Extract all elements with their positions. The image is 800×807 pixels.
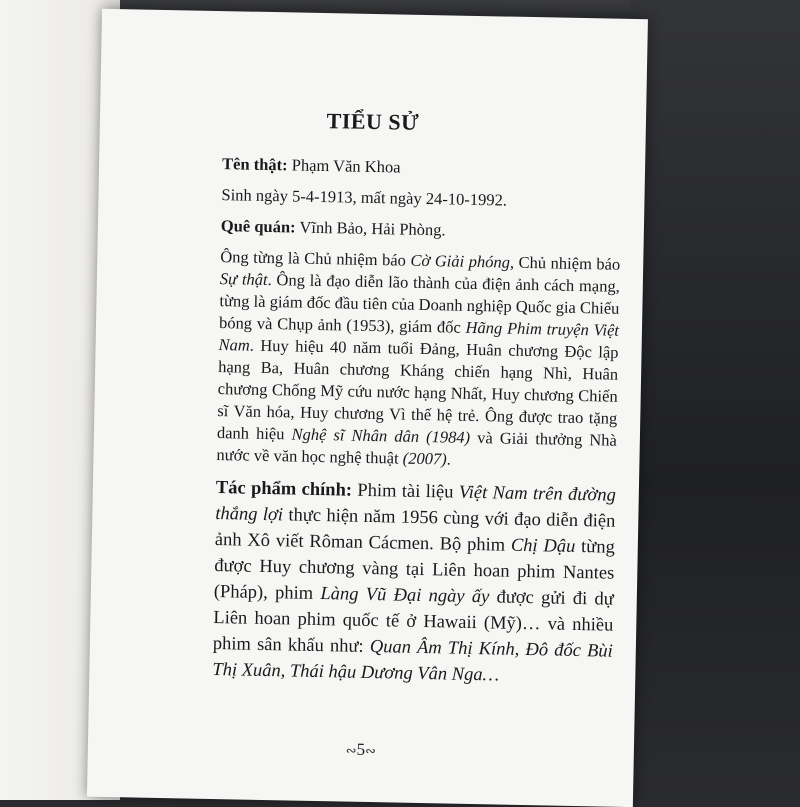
works-italic-1: Việt Nam trên đường thắng lợi bbox=[215, 482, 616, 526]
works-label: Tác phẩm chính: bbox=[215, 478, 353, 501]
hometown-label: Quê quán: bbox=[220, 216, 296, 237]
works-text-2: thực hiện năm 1956 cùng với đạo diễn điện ảnh Xô viết Rôman Cácmen. Bộ phim bbox=[214, 505, 616, 556]
real-name-value: Phạm Văn Khoa bbox=[287, 155, 401, 177]
bio-italic-2: Sự thật bbox=[219, 269, 268, 289]
works-paragraph bbox=[212, 475, 616, 691]
works-text-1: Phim tài liệu bbox=[351, 480, 460, 503]
works-text-4: được gửi đi dự Liên hoan phim quốc tế ở Hawaii (Mỹ)… và nhiều phim sân khấu như: bbox=[212, 587, 614, 658]
ornament-left-icon: ∾ bbox=[345, 742, 357, 758]
hometown-value: Vĩnh Bảo, Hải Phòng. bbox=[295, 217, 446, 240]
bio-text-6: . bbox=[446, 449, 452, 469]
bio-text-5: và Giải thưởng Nhà nước về văn học nghệ thuật bbox=[216, 427, 618, 468]
bio-italic-3: Hãng Phim truyện Việt Nam bbox=[218, 317, 620, 355]
bio-text-2: , Chủ nhiệm báo bbox=[509, 252, 621, 274]
works-italic-3: Làng Vũ Đại ngày ấy bbox=[320, 584, 490, 608]
bio-italic-4: Nghệ sĩ Nhân dân (1984) bbox=[291, 424, 471, 447]
bio-text-3: . Ông là đạo diễn lão thành của điện ảnh cách mạng, từng là giám đốc đầu tiên của Doanh nghiệp Quốc gia Chiếu bóng và Chụp ảnh (1953), giám đốc bbox=[218, 269, 621, 337]
real-name-line bbox=[222, 153, 622, 183]
book-page bbox=[87, 9, 648, 807]
bio-text-4: . Huy hiệu 40 năm tuổi Đảng, Huân chương Độc lập hạng Ba, Huân chương Kháng chiến hạng Nhì, Huân chương Chống Mỹ cứu nước hạng Nhất, Huy chương Chiến sĩ Văn hóa, Huy chương Vì thế hệ trẻ. Ông được trao tặng danh hiệu bbox=[216, 335, 619, 444]
works-italic-4: Quan Âm Thị Kính, Đô đốc Bùi Thị Xuân, Thái hậu Dương Vân Nga… bbox=[212, 637, 613, 686]
bio-text-1: Ông từng là Chủ nhiệm báo bbox=[220, 247, 411, 270]
hometown-line bbox=[221, 215, 621, 245]
page-footer bbox=[88, 735, 634, 765]
bio-italic-1: Cờ Giải phóng bbox=[410, 250, 511, 272]
works-text-3: từng được Huy chương vàng tại Liên hoan phim Nantes (Pháp), phim bbox=[213, 536, 616, 605]
works-italic-2: Chị Dậu bbox=[510, 535, 576, 557]
page-heading: TIỂU SỬ bbox=[326, 108, 420, 135]
biography-paragraph bbox=[216, 246, 620, 474]
birth-line: Sinh ngày 5-4-1913, mất ngày 24-10-1992. bbox=[221, 185, 508, 210]
page-number: 5 bbox=[356, 739, 366, 759]
ornament-right-icon: ∾ bbox=[364, 742, 377, 759]
page-body bbox=[212, 153, 622, 700]
background-right bbox=[630, 0, 800, 800]
bio-italic-5: (2007) bbox=[402, 448, 447, 469]
real-name-label: Tên thật: bbox=[221, 154, 288, 175]
